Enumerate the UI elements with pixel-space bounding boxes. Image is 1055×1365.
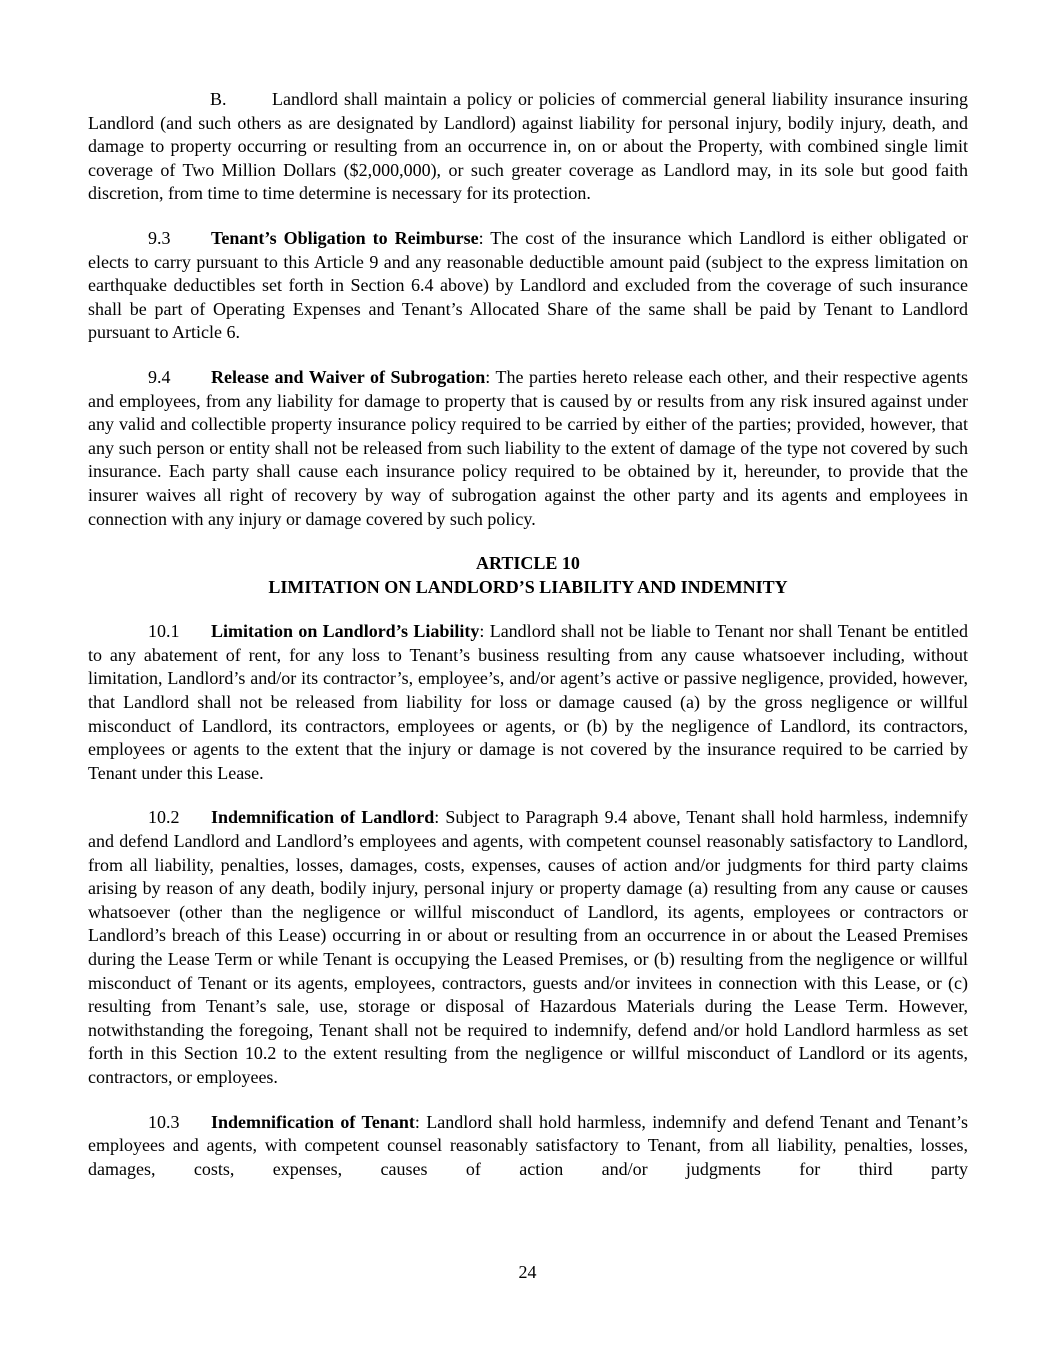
section-body: : The cost of the insurance which Landlord is either obligated or elects to carry pursuant to this Article 9 and any reasonable deductible amount paid (subject to the express limitation on earthquake deductibles set forth in Section 6.4 above) by Landlord and excluded from the coverage of such insurance shall be part of Operating Expenses and Tenant’s Allocated Share of the same shall be paid by Tenant to Landlord pursuant to Article 6. (88, 227, 968, 343)
section-number: 9.4 (148, 366, 171, 387)
section-9-4 (88, 366, 968, 531)
section-number: 9.3 (148, 227, 171, 248)
section-body: : Landlord shall not be liable to Tenant nor shall Tenant be entitled to any abatement of rent, for any loss to Tenant’s business resulting from any cause whatsoever including, without limitation, Landlord’s and/or its contractor’s, employee’s, and/or agent’s active or passive negligence, provided, however, that Landlord shall not be released from liability for loss or damage caused (a) by the gross negligence or willful misconduct of Landlord, its contractors, employees or agents, or (b) by the negligence of Landlord, its contractors, employees or agents to the extent that the injury or damage is not covered by the insurance required to be carried by Tenant under this Lease. (88, 621, 968, 783)
section-10-2 (88, 806, 968, 1089)
section-title: Indemnification of Landlord (211, 807, 435, 828)
section-10-3 (88, 1111, 968, 1182)
section-title: Release and Waiver of Subrogation (211, 366, 486, 387)
article-number: ARTICLE 10 (476, 553, 580, 574)
section-body: : The parties hereto release each other, and their respective agents and employees, from any liability for damage to property that is caused by or results from any risk insured against under any valid and collectible property insurance policy required to be carried by either of the parties; provided, however, that any such person or entity shall not be released from such liability to the extent of damage of the type not covered by such insurance. Each party shall cause each insurance policy required to be obtained by it, hereunder, to provide that the insurer waives all right of recovery by way of subrogation against the other party and its agents and employees in connection with any injury or damage covered by such policy. (88, 366, 969, 529)
page-number: 24 (518, 1262, 537, 1282)
section-title: Tenant’s Obligation to Reimburse (211, 227, 479, 248)
article-title: LIMITATION ON LANDLORD’S LIABILITY AND INDEMNITY (268, 576, 788, 597)
section-number: 10.1 (148, 621, 180, 642)
section-number: 10.3 (148, 1111, 180, 1132)
article-heading (88, 552, 968, 599)
section-10-1 (88, 620, 968, 785)
section-title: Limitation on Landlord’s Liability (211, 621, 480, 642)
section-number: 10.2 (148, 807, 180, 828)
section-body: : Subject to Paragraph 9.4 above, Tenant shall hold harmless, indemnify and defend Landlord and Landlord’s employees and agents, with competent counsel reasonably satisfactory to Landlord, from all liability, penalties, losses, damages, costs, expenses, causes of action and/or judgments for third party claims arising by reason of any death, bodily injury, personal injury or property damage (a) resulting from any cause or causes whatsoever (other than the negligence or willful misconduct of Landlord, its agents, employees or contractors or Landlord’s breach of this Lease) occurring in or about or resulting from an occurrence in or about the Leased Premises during the Lease Term or while Tenant is occupying the Leased Premises, or (b) resulting from the negligence or willful misconduct of Tenant or its agents, employees, contractors, guests and/or invitees in connection with this Lease, or (c) resulting from Tenant’s sale, use, storage or disposal of Hazardous Materials during the Lease Term. However, notwithstanding the foregoing, Tenant shall not be required to indemnify, defend and/or hold Landlord harmless as set forth in this Section 10.2 to the extent resulting from the negligence or willful misconduct of Landlord or its agents, contractors, or employees. (88, 807, 968, 1087)
section-title: Indemnification of Tenant (211, 1111, 415, 1132)
section-9-3 (88, 227, 968, 345)
paragraph-b (88, 88, 968, 206)
paragraph-text: Landlord shall maintain a policy or policies of commercial general liability insurance insuring Landlord (and such others as are designated by Landlord) against liability for personal injury, bodily injury, death, and damage to property occurring or resulting from an occurrence in, on or about the Property, with combined single limit coverage of Two Million Dollars ($2,000,000), or such greater coverage as Landlord may, in its sole but good faith discretion, from time to time determine is necessary for its protection. (88, 89, 968, 204)
paragraph-label: B. (210, 89, 227, 109)
section-body: : Landlord shall hold harmless, indemnify and defend Tenant and Tenant’s employees and agents, with competent counsel reasonably satisfactory to Tenant, from all liability, penalties, losses, damages, costs, expenses, causes of action and/or judgments for third party (88, 1111, 968, 1179)
document-page (88, 88, 968, 1202)
